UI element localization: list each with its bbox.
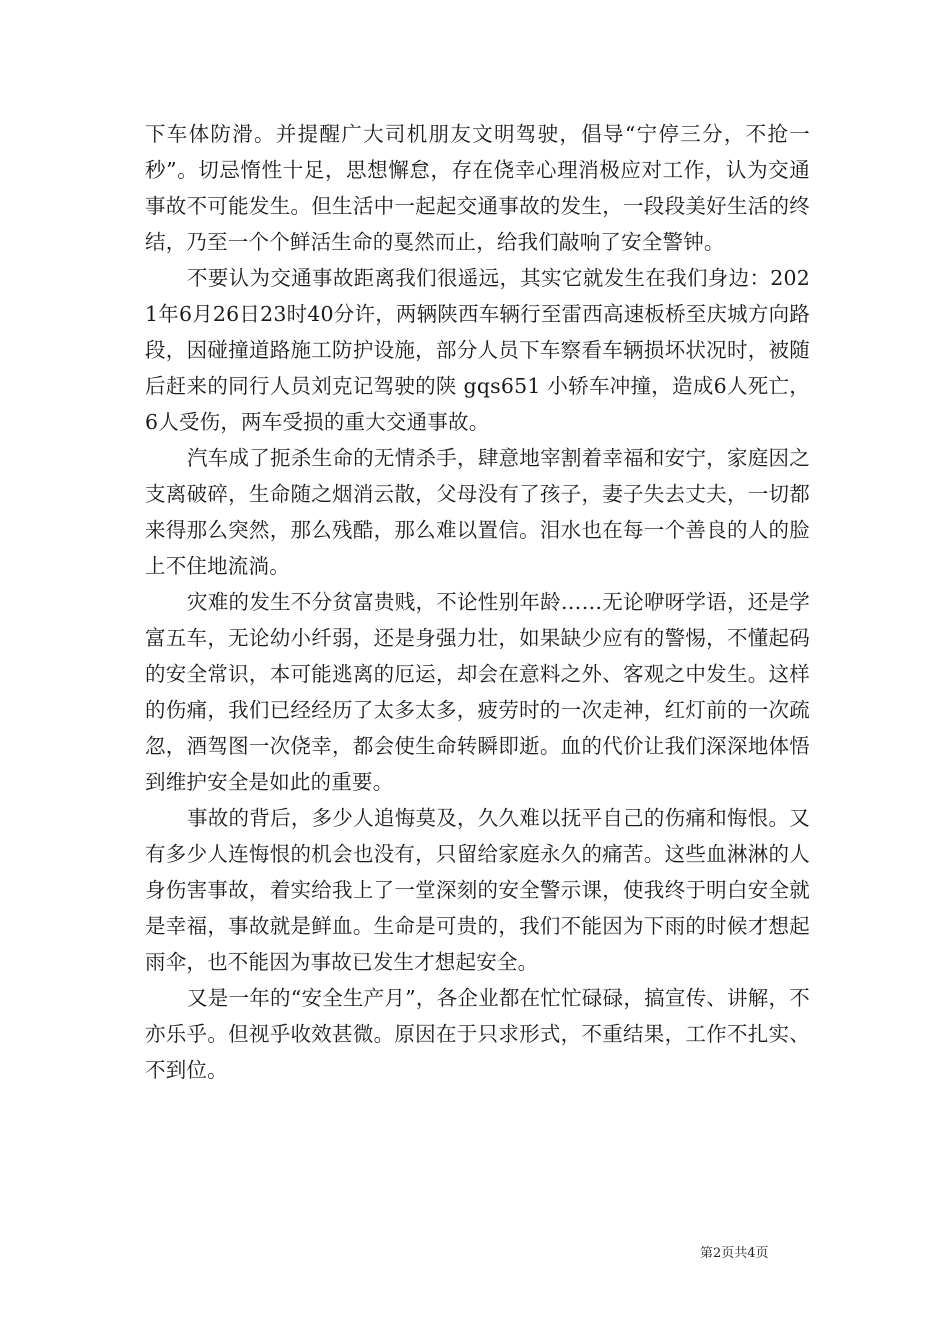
paragraph-5: 事故的背后，多少人追悔莫及，久久难以抚平自己的伤痛和悔恨。又有多少人连悔恨的机会也没有，只留给家庭永久的痛苦。这些血淋淋的人身伤害事故，着实给我上了一堂深刻的安全警示课，使我终于明白安全就是幸福，事故就是鲜血。生命是可贵的，我们不能因为下雨的时候才想起雨伞，也不能因为事故已发生才想起安全。 (145, 806, 810, 974)
document-body (145, 116, 810, 1088)
paragraph-2: 不要认为交通事故距离我们很遥远，其实它就发生在我们身边：2021年6月26日23时40分许，两辆陕西车辆行至雷西高速板桥至庆城方向路段，因碰撞道路施工防护设施，部分人员下车察看车辆损坏状况时，被随后赶来的同行人员刘克记驾驶的陕 gqs651 小轿车冲撞，造成6人死亡，6人受伤，两车受损的重大交通事故。 (145, 266, 810, 434)
page-number-footer: 第2页共4页 (700, 1246, 769, 1261)
paragraph-1: 下车体防滑。并提醒广大司机朋友文明驾驶，倡导“宁停三分，不抢一秒”。切忌惰性十足，思想懈怠，存在侥幸心理消极应对工作，认为交通事故不可能发生。但生活中一起起交通事故的发生，一段段美好生活的终结，乃至一个个鲜活生命的戛然而止，给我们敲响了安全警钟。 (145, 122, 810, 254)
paragraph-6: 又是一年的“安全生产月”，各企业都在忙忙碌碌，搞宣传、讲解，不亦乐乎。但视乎收效甚微。原因在于只求形式，不重结果，工作不扎实、不到位。 (145, 986, 810, 1082)
paragraph-3: 汽车成了扼杀生命的无情杀手，肆意地宰割着幸福和安宁，家庭因之支离破碎，生命随之烟消云散，父母没有了孩子，妻子失去丈夫，一切都来得那么突然，那么残酷，那么难以置信。泪水也在每一个善良的人的脸上不住地流淌。 (145, 446, 810, 578)
paragraph-4: 灾难的发生不分贫富贵贱，不论性别年龄……无论咿呀学语，还是学富五车，无论幼小纤弱，还是身强力壮，如果缺少应有的警惕，不懂起码的安全常识，本可能逃离的厄运，却会在意料之外、客观之中发生。这样的伤痛，我们已经经历了太多太多，疲劳时的一次走神，红灯前的一次疏忽，酒驾图一次侥幸，都会使生命转瞬即逝。血的代价让我们深深地体悟到维护安全是如此的重要。 (145, 590, 810, 794)
